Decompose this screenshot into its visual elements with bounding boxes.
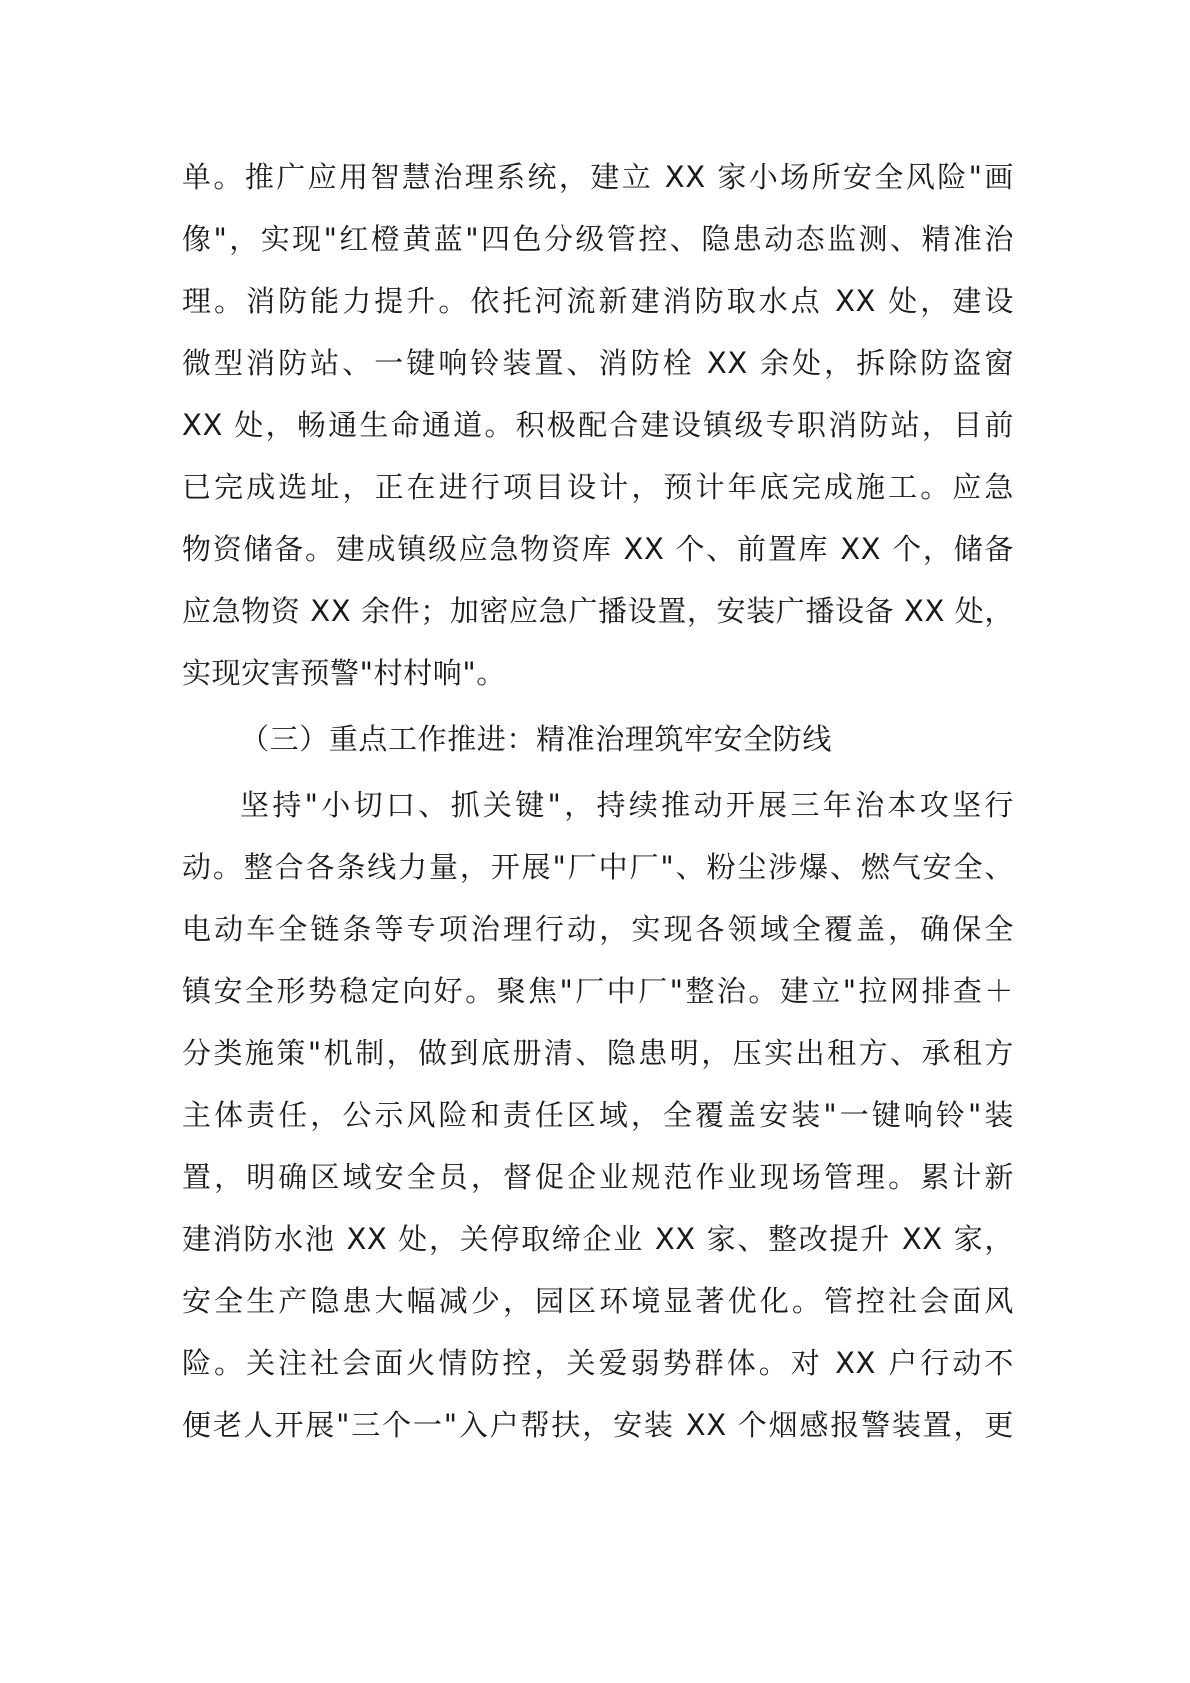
text-line: 分类施策"机制，做到底册清、隐患明，压实出租方、承租方	[182, 1036, 1014, 1070]
text-line: 主体责任，公示风险和责任区域，全覆盖安装"一键响铃"装	[182, 1098, 1014, 1132]
text-line: 微型消防站、一键响铃装置、消防栓 XX 余处，拆除防盗窗	[182, 346, 1014, 380]
paragraph	[182, 774, 1014, 1456]
text-line: 单。推广应用智慧治理系统，建立 XX 家小场所安全风险"画	[182, 160, 1014, 194]
text-line: 电动车全链条等专项治理行动，实现各领域全覆盖，确保全	[182, 912, 1014, 946]
section-heading: （三）重点工作推进：精准治理筑牢安全防线	[240, 722, 833, 756]
text-line: 理。消防能力提升。依托河流新建消防取水点 XX 处，建设	[182, 284, 1014, 318]
text-line: 坚持"小切口、抓关键"，持续推动开展三年治本攻坚行	[240, 788, 1014, 822]
document-body	[182, 146, 1014, 1456]
text-line: 应急物资 XX 余件；加密应急广播设置，安装广播设备 XX 处，	[182, 594, 1014, 628]
text-line: 实现灾害预警"村村响"。	[182, 656, 506, 690]
text-line: 像"，实现"红橙黄蓝"四色分级管控、隐患动态监测、精准治	[182, 222, 1014, 256]
text-line: 已完成选址，正在进行项目设计，预计年底完成施工。应急	[182, 470, 1014, 504]
paragraph-continuation	[182, 146, 1014, 704]
text-line: 镇安全形势稳定向好。聚焦"厂中厂"整治。建立"拉网排查＋	[182, 974, 1014, 1008]
text-line: XX 处，畅通生命通道。积极配合建设镇级专职消防站，目前	[182, 408, 1014, 442]
text-line: 置，明确区域安全员，督促企业规范作业现场管理。累计新	[182, 1160, 1014, 1194]
text-line: 动。整合各条线力量，开展"厂中厂"、粉尘涉爆、燃气安全、	[182, 850, 1014, 884]
text-line: 安全生产隐患大幅减少，园区环境显著优化。管控社会面风	[182, 1284, 1014, 1318]
text-line: 物资储备。建成镇级应急物资库 XX 个、前置库 XX 个，储备	[182, 532, 1014, 566]
text-line: 险。关注社会面火情防控，关爱弱势群体。对 XX 户行动不	[182, 1346, 1014, 1380]
text-line: 建消防水池 XX 处，关停取缔企业 XX 家、整改提升 XX 家，	[182, 1222, 1014, 1256]
text-line: 便老人开展"三个一"入户帮扶，安装 XX 个烟感报警装置，更	[182, 1408, 1014, 1442]
